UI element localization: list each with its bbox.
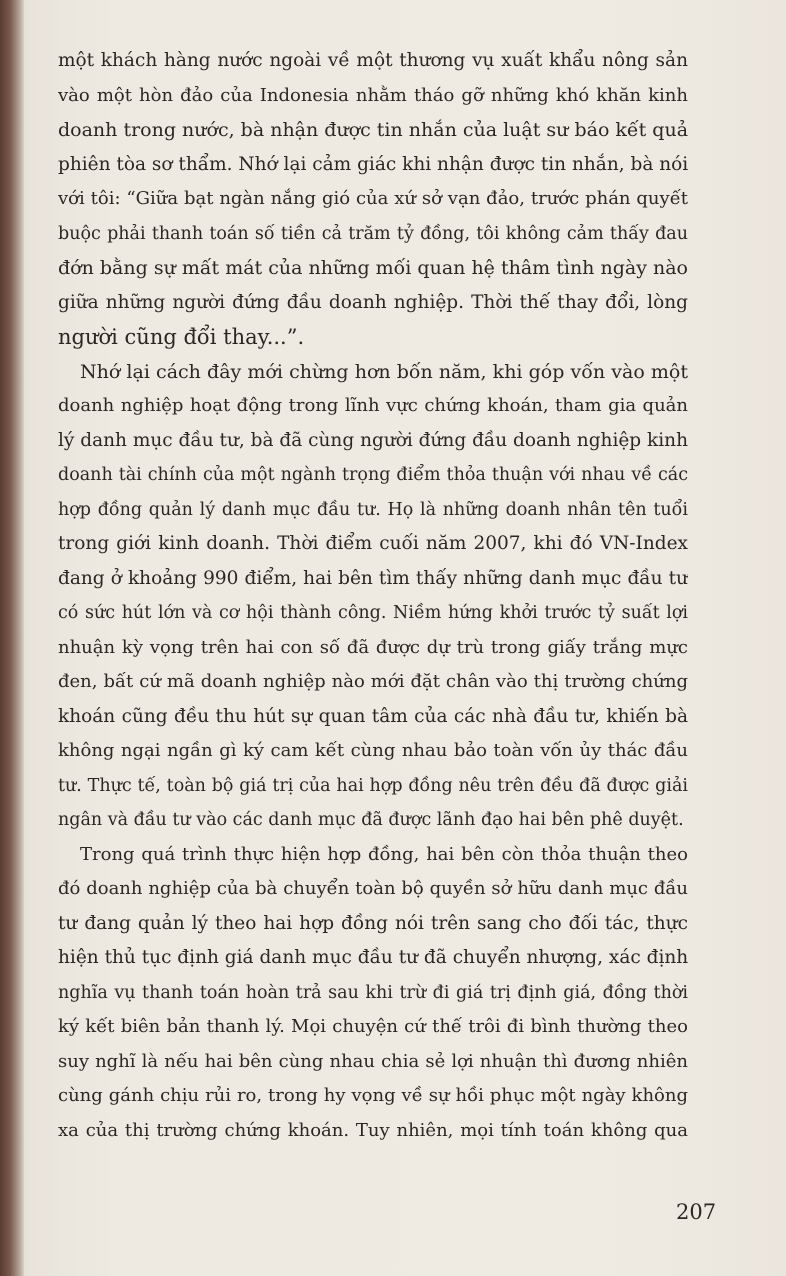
text-line: hợp đồng quản lý danh mục đầu tư. Họ là những doanh nhân tên tuổi [58,499,688,520]
text-line: doanh nghiệp hoạt động trong lĩnh vực chứng khoán, tham gia quản [58,395,688,416]
text-line: doanh tài chính của một ngành trọng điểm thỏa thuận với nhau về các [58,465,688,485]
text-line: đang ở khoảng 990 điểm, hai bên tìm thấy những danh mục đầu tư [58,567,688,589]
text-line: đó doanh nghiệp của bà chuyển toàn bộ quyền sở hữu danh mục đầu [58,878,688,899]
book-spine [0,0,24,1276]
text-line: ngân và đầu tư vào các danh mục đã được lãnh đạo hai bên phê duyệt. [58,810,684,830]
text-line: không ngại ngần gì ký cam kết cùng nhau bảo toàn vốn ủy thác đầu [58,740,688,761]
text-line: đen, bất cứ mã doanh nghiệp nào mới đặt chân vào thị trường chứng [58,671,688,692]
text-line: trong giới kinh doanh. Thời điểm cuối năm 2007, khi đó VN-Index [58,533,688,554]
text-line: Trong quá trình thực hiện hợp đồng, hai bên còn thỏa thuận theo [80,843,688,865]
text-line: tư đang quản lý theo hai hợp đồng nói trên sang cho đối tác, thực [58,912,688,934]
text-line: xa của thị trường chứng khoán. Tuy nhiên, mọi tính toán không qua [58,1119,688,1141]
text-line: hiện thủ tục định giá danh mục đầu tư đã chuyển nhượng, xác định [58,947,688,968]
page-number: 207 [676,1200,717,1224]
text-line: giữa những người đứng đầu doanh nghiệp. Thời thế thay đổi, lòng [58,291,688,313]
text-line: người cũng đổi thay...”. [58,325,305,349]
text-line: khoán cũng đều thu hút sự quan tâm của các nhà đầu tư, khiến bà [58,705,688,727]
text-line: đớn bằng sự mất mát của những mối quan hệ thâm tình ngày nào [58,257,688,279]
text-line: buộc phải thanh toán số tiền cả trăm tỷ đồng, tôi không cảm thấy đau [58,223,688,244]
text-line: cùng gánh chịu rủi ro, trong hy vọng về sự hồi phục một ngày không [58,1085,688,1106]
text-line: có sức hút lớn và cơ hội thành công. Niềm hứng khởi trước tỷ suất lợi [58,603,688,623]
text-line: ký kết biên bản thanh lý. Mọi chuyện cứ thế trôi đi bình thường theo [58,1016,688,1037]
text-line: nhuận kỳ vọng trên hai con số đã được dự trù trong giấy trắng mực [58,636,688,658]
text-line: lý danh mục đầu tư, bà đã cùng người đứng đầu doanh nghiệp kinh [58,429,688,451]
text-line: phiên tòa sơ thẩm. Nhớ lại cảm giác khi nhận được tin nhắn, bà nói [58,153,688,175]
text-line: với tôi: “Giữa bạt ngàn nắng gió của xứ sở vạn đảo, trước phán quyết [58,188,688,209]
text-line: tư. Thực tế, toàn bộ giá trị của hai hợp đồng nêu trên đều đã được giải [58,775,688,796]
text-line: một khách hàng nước ngoài về một thương vụ xuất khẩu nông sản [58,50,688,71]
text-line: Nhớ lại cách đây mới chừng hơn bốn năm, khi góp vốn vào một [80,360,688,383]
text-line: vào một hòn đảo của Indonesia nhằm tháo gỡ những khó khăn kinh [58,84,688,106]
body-text [58,44,688,1148]
text-line: suy nghĩ là nếu hai bên cùng nhau chia sẻ lợi nhuận thì đương nhiên [58,1050,688,1072]
text-line: doanh trong nước, bà nhận được tin nhắn của luật sư báo kết quả [58,119,688,141]
text-line: nghĩa vụ thanh toán hoàn trả sau khi trừ đi giá trị định giá, đồng thời [58,982,688,1003]
